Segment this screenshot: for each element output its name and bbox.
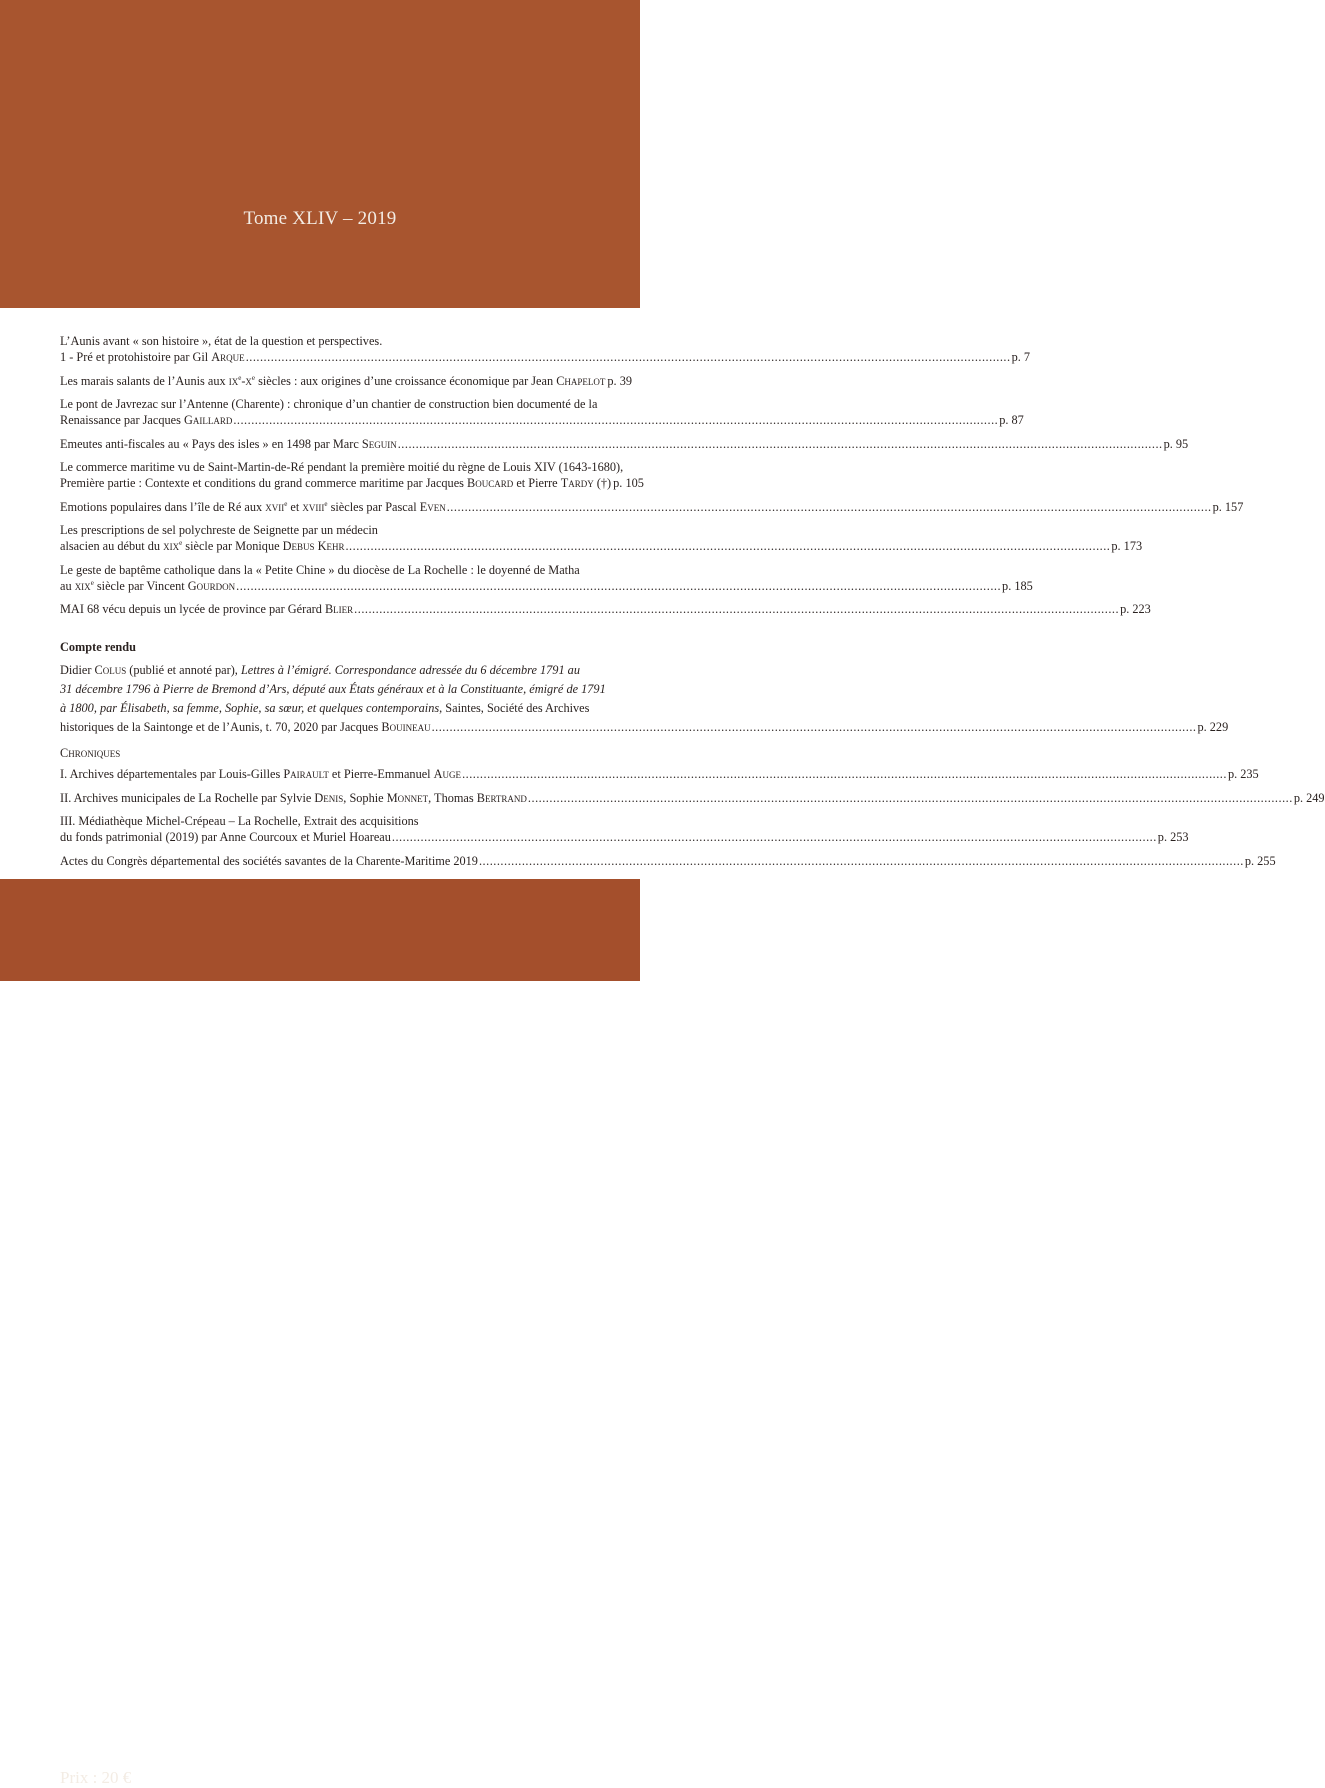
text-segment: e <box>284 499 288 508</box>
toc-entry <box>60 601 1151 617</box>
toc-entry <box>60 790 1325 806</box>
toc-entry <box>60 562 1033 594</box>
text-segment: e <box>324 499 328 508</box>
toc-entry <box>60 396 1024 428</box>
text-segment: Le pont de Javrezac sur l’Antenne (Charente) : chronique d’un chantier de construction bien documenté de la <box>60 397 598 411</box>
text-segment: Lettres à l’émigré. Correspondance adressée du 6 décembre 1791 au <box>240 663 580 677</box>
entry-text <box>60 813 419 829</box>
text-segment: siècles : aux origines d’une croissance économique par Jean <box>255 373 557 388</box>
text-segment: , Sophie <box>343 790 387 805</box>
author-name: Pairault <box>283 767 329 781</box>
text-segment: Première partie : Contexte et conditions du grand commerce maritime par Jacques <box>60 476 468 490</box>
page-number: p. 173 <box>1111 539 1143 553</box>
toc-line <box>60 436 1189 452</box>
text-segment: siècles par Pascal <box>327 499 420 514</box>
entry-text <box>60 475 611 491</box>
entry-text <box>60 699 589 718</box>
text-segment: 1 - Pré et protohistoire par Gil <box>60 350 212 364</box>
text-segment: , Saintes, Société des Archives <box>439 701 590 715</box>
author-name: Blier <box>324 602 354 616</box>
text-segment: Le geste de baptême catholique dans la « Petite Chine » du diocèse de La Rochelle : le doyenné de Matha <box>60 562 580 577</box>
page-number: p. 7 <box>1011 350 1031 364</box>
cover-bottom-band <box>0 879 640 1787</box>
entry-text <box>60 538 344 554</box>
text-segment: siècle par Vincent <box>93 578 188 593</box>
toc-entry <box>60 333 1031 365</box>
text-segment: e <box>179 538 183 547</box>
author-name: Auge <box>433 767 462 781</box>
text-segment: Didier <box>60 663 95 677</box>
toc-line <box>60 790 1325 806</box>
text-segment: et <box>287 499 303 514</box>
toc-line <box>60 412 1024 428</box>
toc-line <box>60 459 624 475</box>
text-segment: - <box>241 373 246 388</box>
author-name: Gaillard <box>183 413 233 427</box>
entry-text <box>60 349 245 365</box>
dot-leader <box>246 349 1011 365</box>
author-name: xviii <box>302 499 325 514</box>
author-name: Denis <box>314 790 344 805</box>
text-segment: (†) <box>593 476 612 490</box>
toc-line <box>60 718 1229 737</box>
toc-entry <box>60 766 1259 782</box>
toc-line <box>60 396 598 412</box>
volume-title: Tome XLIV – 2019 <box>243 208 397 229</box>
text-segment: e <box>90 578 94 587</box>
entry-text <box>60 829 391 845</box>
page-number: p. 235 <box>1227 767 1259 781</box>
page-number: p. 223 <box>1120 602 1151 616</box>
text-segment: Les marais salants de l’Aunis aux <box>60 373 229 388</box>
text-segment: , Thomas <box>428 790 477 805</box>
author-name: Bertrand <box>476 790 527 805</box>
text-segment: alsacien au début du <box>60 539 164 553</box>
toc-entry <box>60 373 632 389</box>
page-number: p. 255 <box>1244 853 1276 868</box>
table-of-contents <box>60 333 1325 876</box>
text-segment: siècle par Monique <box>182 539 283 553</box>
author-name: Chapelot <box>556 373 606 388</box>
entry-text <box>60 396 597 412</box>
text-segment: MAI 68 vécu depuis un lycée de province par Gérard <box>60 602 325 616</box>
toc-entry <box>60 522 1143 554</box>
text-segment: III. Médiathèque Michel-Crépeau – La Rochelle, Extrait des acquisitions <box>60 814 419 828</box>
author-name: xvii <box>265 499 285 514</box>
toc-line <box>60 601 1151 617</box>
text-segment: à 1800, par Élisabeth, sa femme, Sophie, sa sœur, et quelques contemporains <box>60 701 440 715</box>
author-name: Arque <box>211 350 245 364</box>
entry-text <box>60 680 606 699</box>
cover-top-band <box>0 0 640 308</box>
page-number: p. 39 <box>607 373 632 388</box>
text-segment: et Pierre <box>513 476 561 490</box>
entry-text <box>60 766 461 782</box>
toc-line <box>60 522 582 538</box>
text-segment: II. Archives municipales de La Rochelle par Sylvie <box>60 790 315 805</box>
entry-text <box>60 562 580 578</box>
entry-text <box>60 459 623 475</box>
author-name: xix <box>163 539 180 553</box>
author-name: Gourdon <box>187 578 236 593</box>
toc-entry <box>60 499 1244 515</box>
page-number: p. 185 <box>1002 578 1033 593</box>
toc-line <box>60 499 1244 515</box>
toc-line <box>60 829 1189 845</box>
page-number: p. 229 <box>1197 720 1229 734</box>
articles-list <box>60 333 1244 617</box>
text-segment: 31 décembre 1796 à Pierre de Bremond d’Ars, député aux États généraux et à la Constituante, émigré de 1791 <box>60 682 606 696</box>
compte-rendu-list <box>60 661 1229 737</box>
entry-text <box>60 853 478 869</box>
compte-rendu-heading: Compte rendu <box>60 640 136 654</box>
entry-text <box>60 578 235 594</box>
dot-leader <box>354 601 1119 617</box>
author-name: Bouineau <box>381 720 431 734</box>
dot-leader <box>447 499 1212 515</box>
text-segment: au <box>60 578 75 593</box>
entry-text <box>60 790 527 806</box>
author-name: Tardy <box>560 476 594 490</box>
author-name: x <box>245 373 252 388</box>
text-segment: historiques de la Saintonge et de l’Aunis, t. 70, 2020 par Jacques <box>60 720 382 734</box>
toc-line <box>60 349 1031 365</box>
entry-text <box>60 718 431 737</box>
dot-leader <box>392 829 1157 845</box>
toc-entry <box>60 436 1189 452</box>
text-segment: et Pierre-Emmanuel <box>328 767 434 781</box>
author-name: Colus <box>94 663 127 677</box>
text-segment: Renaissance par Jacques <box>60 413 184 427</box>
text-segment: Emotions populaires dans l’île de Ré aux <box>60 499 266 514</box>
price-label: Prix : 20 € <box>60 1768 132 1787</box>
author-name: Monnet <box>386 790 429 805</box>
toc-line <box>60 538 1143 554</box>
text-segment: I. Archives départementales par Louis-Gilles <box>60 767 284 781</box>
dot-leader <box>233 412 998 428</box>
dot-leader <box>345 538 1110 554</box>
toc-line <box>60 333 582 349</box>
toc-line <box>60 766 1259 782</box>
toc-entry <box>60 661 1229 737</box>
chroniques-list <box>60 766 1325 869</box>
text-segment: Emeutes anti-fiscales au « Pays des isles » en 1498 par Marc <box>60 436 362 451</box>
entry-text <box>60 373 605 389</box>
toc-line <box>60 699 590 718</box>
author-name: ix <box>228 373 239 388</box>
page-number: p. 253 <box>1157 830 1189 844</box>
entry-text <box>60 333 382 349</box>
toc-line <box>60 853 1276 869</box>
toc-line <box>60 475 644 491</box>
toc-line <box>60 661 582 680</box>
entry-text <box>60 412 232 428</box>
text-segment: Actes du Congrès départemental des sociétés savantes de la Charente-Maritime 2019 <box>60 853 478 868</box>
author-name: xix <box>74 578 91 593</box>
text-segment: Les prescriptions de sel polychreste de Seignette par un médecin <box>60 523 378 537</box>
toc-line <box>60 373 632 389</box>
dot-leader <box>462 766 1227 782</box>
dot-leader <box>479 853 1244 869</box>
toc-line <box>60 562 582 578</box>
page-number: p. 157 <box>1212 499 1244 514</box>
text-segment: L’Aunis avant « son histoire », état de la question et perspectives. <box>60 334 383 348</box>
toc-line <box>60 578 1033 594</box>
text-segment: Le commerce maritime vu de Saint-Martin-de-Ré pendant la première moitié du règne de Louis XIV (1643-1680), <box>60 460 624 474</box>
entry-text <box>60 661 580 680</box>
chroniques-heading: Chroniques <box>60 746 121 760</box>
text-segment: e <box>251 373 256 382</box>
page-number: p. 87 <box>999 413 1024 427</box>
entry-text <box>60 522 378 538</box>
text-segment: (publié et annoté par), <box>126 663 241 677</box>
toc-line <box>60 680 606 699</box>
text-segment: e <box>238 373 242 382</box>
entry-text <box>60 601 353 617</box>
toc-entry <box>60 813 1189 845</box>
author-name: Boucard <box>467 476 514 490</box>
page-number: p. 105 <box>613 476 644 490</box>
dot-leader <box>398 436 1163 452</box>
author-name: Seguin <box>361 436 397 451</box>
page-number: p. 95 <box>1163 436 1189 451</box>
author-name: Even <box>419 499 446 514</box>
page-number: p. 249 <box>1293 790 1325 805</box>
author-name: Debus Kehr <box>282 539 345 553</box>
text-segment: du fonds patrimonial (2019) par Anne Courcoux et Muriel Hoareau <box>60 830 391 844</box>
dot-leader <box>432 718 1197 737</box>
entry-text <box>60 499 446 515</box>
entry-text <box>60 436 397 452</box>
toc-entry <box>60 853 1276 869</box>
toc-entry <box>60 459 644 491</box>
toc-line <box>60 813 582 829</box>
dot-leader <box>528 790 1293 806</box>
dot-leader <box>236 578 1001 594</box>
